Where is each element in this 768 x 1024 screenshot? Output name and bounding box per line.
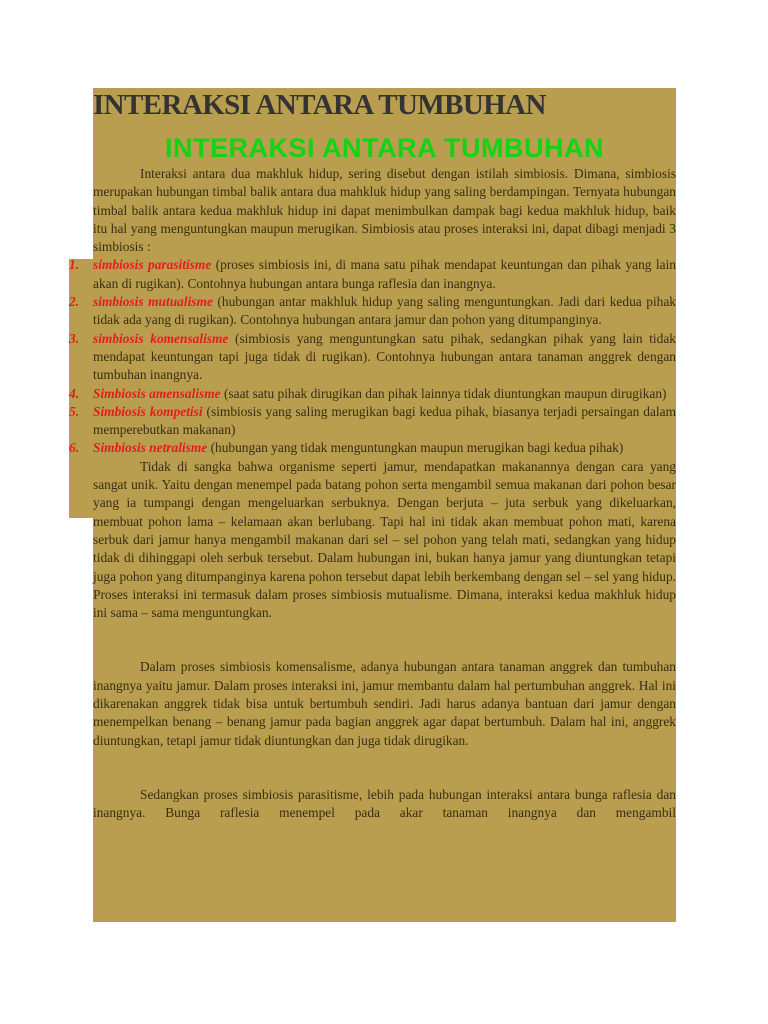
page-title: INTERAKSI ANTARA TUMBUHAN [93, 89, 546, 121]
list-term: Simbiosis netralisme [93, 440, 208, 456]
list-description: (proses simbiosis ini, di mana satu pihak mendapat keuntungan dan pihak yang lain akan di rugikan). Contohnya hubungan antara bunga raflesia dan inangnya. [93, 257, 676, 291]
body-paragraph-jamur: Tidak di sangka bahwa organisme seperti jamur, mendapatkan makanannya dengan cara yang sangat unik. Yaitu dengan menempel pada batang pohon serta mengambil semua makanan dari pohon besar yang ia tumpangi dengan mengeluarkan serbuknya. Dengan berjuta – juta serbuk yang dikeluarkan, membuat pohon lama – kelamaan akan berlubang. Tapi hal ini tidak akan membuat pohon mati, karena serbuk dari jamur hanya mengambil makanan dari sel – sel pohon yang telah mati, sedangkan yang hidup tidak di dihinggapi oleh serbuk tersebut. Dalam hubungan ini, bukan hanya jamur yang diuntungkan tetapi juga pohon yang ditumpanginya karena pohon tersebut dapat lebih berkembang dengan sel – sel yang hidup. Proses interaksi ini termasuk dalam proses simbiosis mutualisme. Dimana, interaksi kedua makhluk hidup ini sama – sama menguntungkan. [93, 458, 676, 621]
list-number: 5. [69, 403, 80, 419]
list-term: simbiosis parasitisme [93, 257, 212, 273]
list-number: 3. [69, 330, 80, 346]
list-number: 1. [69, 257, 80, 273]
list-term: simbiosis mutualisme [93, 294, 213, 310]
simbiosis-list [69, 256, 676, 457]
body-paragraph-komensalisme: Dalam proses simbiosis komensalisme, adanya hubungan antara tanaman anggrek dan tumbuhan inangnya yaitu jamur. Dalam proses interaksi ini, jamur membantu dalam hal pertumbuhan anggrek. Hal ini dikarenakan anggrek tidak bisa untuk bertumbuh sendiri. Jadi harus adanya bantuan dari jamur dengan menempelkan benang – benang jamur pada bagian anggrek agar dapat bertumbuh. Dalam hal ini, anggrek diuntungkan, tetapi jamur tidak diuntungkan dan juga tidak dirugikan. [93, 659, 676, 748]
list-description: (simbiosis yang menguntungkan satu pihak, sedangkan pihak yang lain tidak mendapat keuntungan tapi juga tidak di rugikan). Contohnya hubungan antara tanaman anggrek dengan tumbuhan inangnya. [93, 330, 676, 383]
list-number: 6. [69, 440, 80, 456]
paragraph-spacer [93, 622, 676, 658]
list-description: (hubungan yang tidak menguntungkan maupun merugikan bagi kedua pihak) [207, 440, 624, 456]
list-term: Simbiosis amensalisme [93, 385, 221, 401]
list-number: 2. [69, 294, 80, 310]
list-term: Simbiosis kompetisi [93, 403, 203, 419]
list-item [69, 403, 676, 440]
list-item [69, 385, 676, 403]
list-number: 4. [69, 385, 80, 401]
list-item [69, 330, 676, 385]
list-term: simbiosis komensalisme [93, 330, 229, 346]
list-description: (saat satu pihak dirugikan dan pihak lainnya tidak diuntungkan maupun dirugikan) [220, 385, 667, 401]
paragraph-spacer [93, 750, 676, 786]
list-item [69, 256, 676, 293]
list-item [69, 439, 676, 457]
list-description: (hubungan antar makhluk hidup yang saling menguntungkan. Jadi dari kedua pihak tidak ada yang di rugikan). Contohnya hubungan antara jamur dan pohon yang ditumpanginya. [93, 294, 676, 328]
document-body [69, 88, 676, 823]
list-item [69, 293, 676, 330]
intro-paragraph: Interaksi antara dua makhluk hidup, sering disebut dengan istilah simbiosis. Dimana, simbiosis merupakan hubungan timbal balik antara dua mahkluk hidup yang saling berdampingan. Ternyata hubungan timbal balik antara kedua makhluk hidup ini dapat menimbulkan dampak bagi kedua makhluk hidup, baik itu hal yang menguntungkan maupun merugikan. Simbiosis atau proses interaksi ini, dapat dibagi menjadi 3 simbiosis : [93, 166, 676, 255]
page-subtitle: INTERAKSI ANTARA TUMBUHAN [165, 133, 604, 163]
list-description: (simbiosis yang saling merugikan bagi kedua pihak, biasanya terjadi persaingan dalam memperebutkan makanan) [93, 403, 676, 438]
body-paragraph-parasitisme: Sedangkan proses simbiosis parasitisme, lebih pada hubungan interaksi antara bunga raflesia dan inangnya. Bunga raflesia menempel pada akar tanaman inangnya dan mengambil [93, 786, 676, 821]
